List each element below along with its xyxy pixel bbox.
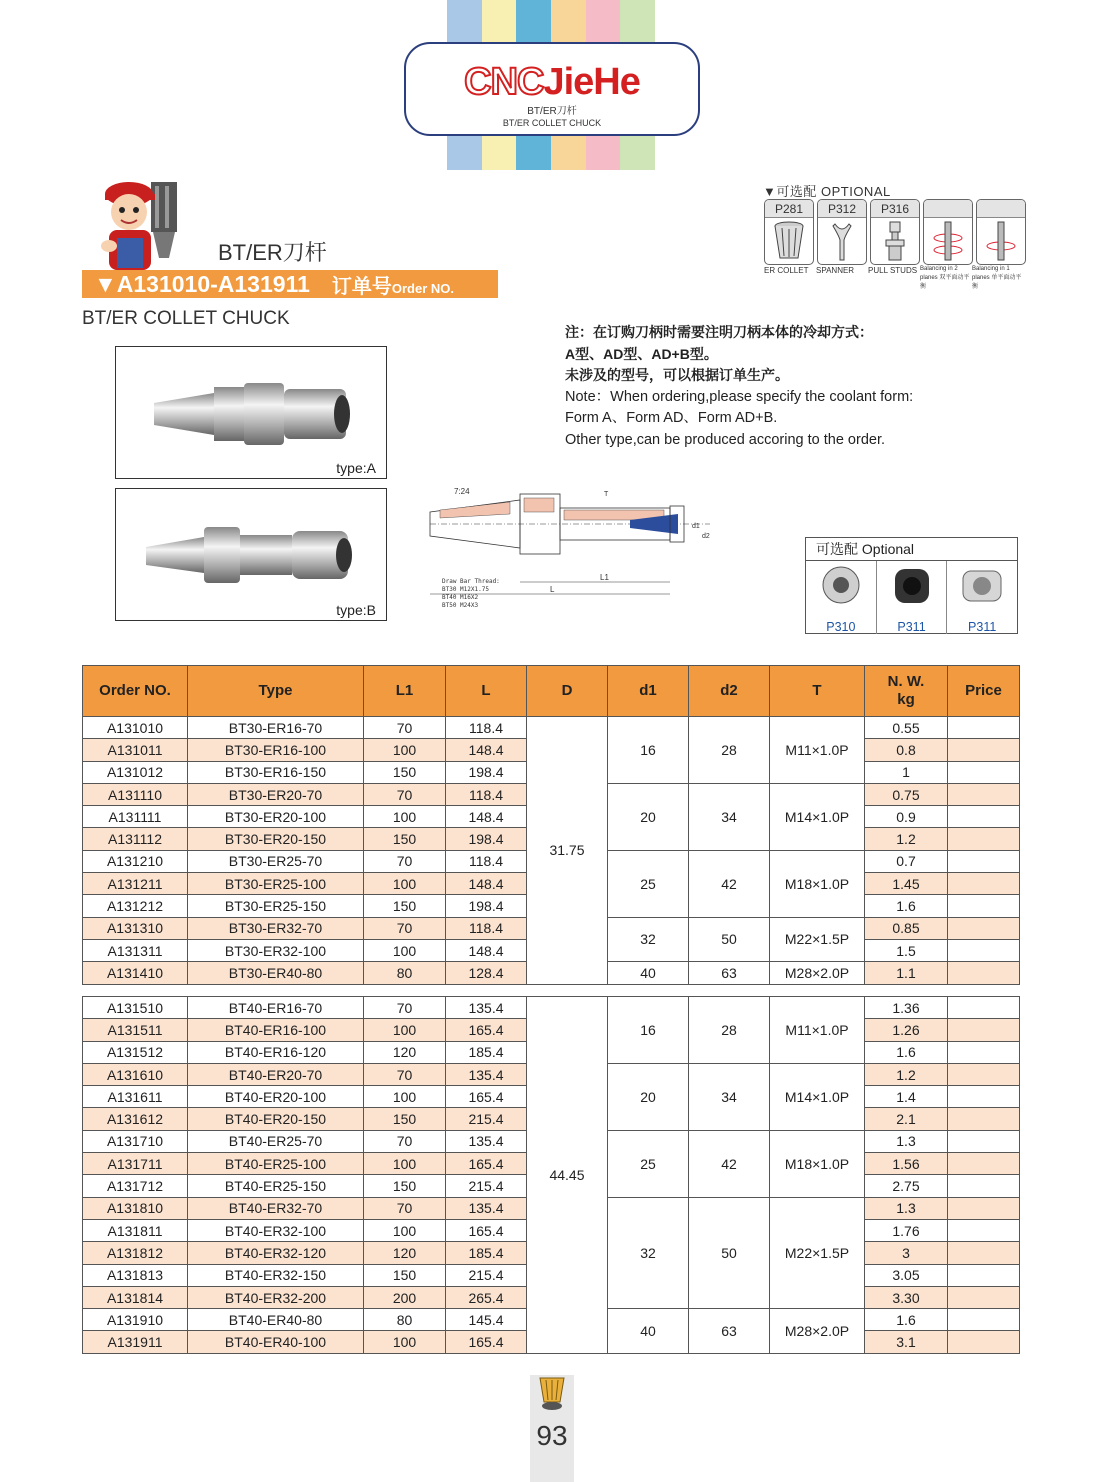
type-cell: BT40-ER16-100 — [188, 1019, 364, 1041]
l-cell: 185.4 — [446, 1041, 527, 1063]
d2-cell: 50 — [689, 1197, 770, 1308]
type-cell: BT40-ER25-70 — [188, 1130, 364, 1152]
order-number-band — [82, 270, 498, 298]
order-no-cell: A131011 — [83, 739, 188, 761]
weight-cell: 2.1 — [865, 1108, 948, 1130]
table-header-row: Order NO. Type L1 L D d1 d2 T N. W. kg Price — [83, 666, 1020, 717]
d1-cell: 25 — [608, 1130, 689, 1197]
er-nut-silver-icon — [957, 561, 1007, 613]
clamping-nut-icon — [816, 561, 866, 613]
order-no-cell: A131911 — [83, 1331, 188, 1353]
type-cell: BT30-ER25-150 — [188, 895, 364, 917]
t-cell: M18×1.0P — [770, 850, 865, 917]
price-cell — [948, 1086, 1020, 1108]
l1-cell: 70 — [364, 717, 446, 739]
l-cell: 145.4 — [446, 1309, 527, 1331]
weight-cell: 1.6 — [865, 895, 948, 917]
weight-cell: 1.5 — [865, 939, 948, 961]
optional-accessory-cards — [764, 199, 1026, 265]
brand-subtitle-en: BT/ER COLLET CHUCK — [502, 118, 602, 128]
type-cell: BT30-ER20-70 — [188, 783, 364, 805]
weight-cell: 1.36 — [865, 997, 948, 1019]
page-number: 93 — [536, 1420, 568, 1451]
order-no-cell: A131812 — [83, 1242, 188, 1264]
d2-cell: 28 — [689, 717, 770, 784]
d1-cell: 20 — [608, 783, 689, 850]
l1-cell: 150 — [364, 1175, 446, 1197]
weight-cell: 3.30 — [865, 1286, 948, 1308]
price-cell — [948, 806, 1020, 828]
order-no-cell: A131511 — [83, 1019, 188, 1041]
type-cell: BT40-ER20-100 — [188, 1086, 364, 1108]
photo-caption-a: type:A — [336, 460, 376, 476]
bt30-spec-table — [82, 665, 1020, 985]
type-cell: BT40-ER16-70 — [188, 997, 364, 1019]
order-no-cell: A131811 — [83, 1219, 188, 1241]
l1-cell: 150 — [364, 895, 446, 917]
type-cell: BT30-ER16-150 — [188, 761, 364, 783]
price-cell — [948, 939, 1020, 961]
price-cell — [948, 1130, 1020, 1152]
d1-cell: 20 — [608, 1063, 689, 1130]
price-cell — [948, 1041, 1020, 1063]
brand-logo: CNCJieHe — [464, 61, 640, 103]
price-cell — [948, 997, 1020, 1019]
l1-cell: 100 — [364, 1153, 446, 1175]
d2-cell: 63 — [689, 1309, 770, 1354]
l-cell: 118.4 — [446, 717, 527, 739]
type-cell: BT30-ER20-100 — [188, 806, 364, 828]
l-cell: 165.4 — [446, 1019, 527, 1041]
d1-cell: 25 — [608, 850, 689, 917]
d2-cell: 42 — [689, 1130, 770, 1197]
weight-cell: 1.56 — [865, 1153, 948, 1175]
type-cell: BT30-ER32-70 — [188, 917, 364, 939]
svg-text:Draw Bar Thread:: Draw Bar Thread: — [442, 578, 500, 585]
d2-cell: 42 — [689, 850, 770, 917]
d1-cell: 32 — [608, 1197, 689, 1308]
svg-text:L1: L1 — [600, 573, 609, 582]
price-cell — [948, 1019, 1020, 1041]
order-no-cell: A131212 — [83, 895, 188, 917]
price-cell — [948, 1153, 1020, 1175]
price-cell — [948, 717, 1020, 739]
l1-cell: 150 — [364, 1108, 446, 1130]
optional-captions: ER COLLET SPANNER PULL STUDS Balancing in 2 planes 双平面动平衡 Balancing in 1 planes 单平面动平衡 — [764, 266, 1022, 290]
d2-cell: 34 — [689, 1063, 770, 1130]
l-cell: 265.4 — [446, 1286, 527, 1308]
product-title-cn: BT/ER刀杆 — [218, 240, 327, 265]
price-cell — [948, 1063, 1020, 1085]
price-cell — [948, 1175, 1020, 1197]
order-no-cell: A131110 — [83, 783, 188, 805]
type-cell: BT40-ER40-80 — [188, 1309, 364, 1331]
l1-cell: 100 — [364, 1019, 446, 1041]
l-cell: 215.4 — [446, 1175, 527, 1197]
d2-cell: 34 — [689, 783, 770, 850]
type-cell: BT30-ER25-100 — [188, 873, 364, 895]
type-cell: BT30-ER40-80 — [188, 962, 364, 984]
type-cell: BT40-ER32-120 — [188, 1242, 364, 1264]
order-no-cell: A131813 — [83, 1264, 188, 1286]
table-row — [83, 717, 1020, 739]
svg-text:T: T — [604, 491, 609, 498]
order-no-cell: A131712 — [83, 1175, 188, 1197]
order-no-cell: A131810 — [83, 1197, 188, 1219]
product-title-en: BT/ER COLLET CHUCK — [82, 308, 290, 329]
d-cell: 31.75 — [527, 717, 608, 985]
weight-cell: 1.4 — [865, 1086, 948, 1108]
l1-cell: 120 — [364, 1242, 446, 1264]
d-cell: 44.45 — [527, 997, 608, 1354]
price-cell — [948, 1309, 1020, 1331]
optional-card-er-collet: P281 — [764, 199, 814, 265]
l1-cell: 70 — [364, 783, 446, 805]
l1-cell: 120 — [364, 1041, 446, 1063]
weight-cell: 1.1 — [865, 962, 948, 984]
weight-cell: 0.7 — [865, 850, 948, 872]
t-cell: M14×1.0P — [770, 783, 865, 850]
optional-nut-p310: P310 — [806, 561, 877, 634]
balancing-1-plane-icon — [984, 220, 1018, 262]
l1-cell: 100 — [364, 939, 446, 961]
order-no-cell: A131612 — [83, 1108, 188, 1130]
svg-text:L: L — [550, 585, 555, 594]
t-cell: M18×1.0P — [770, 1130, 865, 1197]
price-cell — [948, 828, 1020, 850]
type-cell: BT30-ER32-100 — [188, 939, 364, 961]
l1-cell: 70 — [364, 1130, 446, 1152]
type-cell: BT40-ER32-100 — [188, 1219, 364, 1241]
order-no-cell: A131611 — [83, 1086, 188, 1108]
weight-cell: 1.6 — [865, 1309, 948, 1331]
price-cell — [948, 850, 1020, 872]
l-cell: 185.4 — [446, 1242, 527, 1264]
table-row — [83, 997, 1020, 1019]
type-cell: BT30-ER16-70 — [188, 717, 364, 739]
price-cell — [948, 761, 1020, 783]
price-cell — [948, 783, 1020, 805]
l1-cell: 100 — [364, 873, 446, 895]
optional-nut-p311-silver: P311 — [947, 561, 1017, 634]
type-cell: BT40-ER20-70 — [188, 1063, 364, 1085]
l1-cell: 70 — [364, 917, 446, 939]
type-cell: BT40-ER32-70 — [188, 1197, 364, 1219]
optional-card-balancing-1 — [976, 199, 1026, 265]
price-cell — [948, 1264, 1020, 1286]
t-cell: M22×1.5P — [770, 917, 865, 962]
weight-cell: 3.1 — [865, 1331, 948, 1353]
type-cell: BT40-ER20-150 — [188, 1108, 364, 1130]
type-cell: BT40-ER32-150 — [188, 1264, 364, 1286]
l-cell: 135.4 — [446, 1063, 527, 1085]
optional-nuts-panel — [805, 537, 1018, 634]
d2-cell: 50 — [689, 917, 770, 962]
order-no-cell: A131010 — [83, 717, 188, 739]
order-no-cell: A131311 — [83, 939, 188, 961]
l1-cell: 100 — [364, 1086, 446, 1108]
er-nut-black-icon — [887, 561, 937, 613]
type-cell: BT40-ER25-150 — [188, 1175, 364, 1197]
l1-cell: 80 — [364, 1309, 446, 1331]
order-no-cell: A131910 — [83, 1309, 188, 1331]
weight-cell: 0.9 — [865, 806, 948, 828]
optional-nuts-header: 可选配 Optional — [806, 538, 1017, 561]
l1-cell: 70 — [364, 1063, 446, 1085]
svg-text:BT30 M12X1.75: BT30 M12X1.75 — [442, 586, 489, 593]
order-no-cell: A131111 — [83, 806, 188, 828]
d2-cell: 28 — [689, 997, 770, 1064]
d1-cell: 16 — [608, 717, 689, 784]
weight-cell: 3.05 — [865, 1264, 948, 1286]
l-cell: 198.4 — [446, 828, 527, 850]
d1-cell: 40 — [608, 1309, 689, 1354]
svg-text:BT40 M16X2: BT40 M16X2 — [442, 594, 479, 601]
l1-cell: 150 — [364, 828, 446, 850]
l1-cell: 100 — [364, 1331, 446, 1353]
photo-caption-b: type:B — [336, 602, 376, 618]
l1-cell: 150 — [364, 1264, 446, 1286]
l1-cell: 80 — [364, 962, 446, 984]
brand-logo-box — [404, 42, 700, 136]
order-note: 注：在订购刀柄时需要注明刀柄本体的冷却方式： A型、AD型、AD+B型。 未涉及的型号，可以根据订单生产。 Note：When ordering,please specify the coolant form: Form A、Form AD、Form AD+B. Other type,can be produced accoring to the order. — [565, 324, 914, 448]
technical-drawing — [420, 480, 720, 620]
l1-cell: 70 — [364, 997, 446, 1019]
price-cell — [948, 1197, 1020, 1219]
price-cell — [948, 962, 1020, 984]
t-cell: M11×1.0P — [770, 997, 865, 1064]
svg-text:d2: d2 — [702, 533, 710, 540]
order-label: 订单号Order NO. — [331, 275, 454, 298]
mascot-icon — [95, 176, 195, 276]
weight-cell: 1.6 — [865, 1041, 948, 1063]
l-cell: 118.4 — [446, 783, 527, 805]
price-cell — [948, 1286, 1020, 1308]
l-cell: 148.4 — [446, 739, 527, 761]
weight-cell: 1.2 — [865, 1063, 948, 1085]
weight-cell: 0.55 — [865, 717, 948, 739]
l-cell: 148.4 — [446, 939, 527, 961]
optional-nut-p311-black: P311 — [877, 561, 948, 634]
product-photo-type-a — [115, 346, 387, 479]
svg-text:d1: d1 — [692, 523, 700, 530]
l-cell: 215.4 — [446, 1264, 527, 1286]
order-no-cell: A131410 — [83, 962, 188, 984]
order-range: ▼A131010-A131911 — [94, 270, 310, 297]
weight-cell: 1.45 — [865, 873, 948, 895]
l1-cell: 70 — [364, 850, 446, 872]
type-cell: BT40-ER32-200 — [188, 1286, 364, 1308]
product-photo-type-b — [115, 488, 387, 621]
l-cell: 118.4 — [446, 850, 527, 872]
l1-cell: 70 — [364, 1197, 446, 1219]
l-cell: 165.4 — [446, 1219, 527, 1241]
l1-cell: 200 — [364, 1286, 446, 1308]
order-no-cell: A131310 — [83, 917, 188, 939]
price-cell — [948, 1242, 1020, 1264]
weight-cell: 1.76 — [865, 1219, 948, 1241]
price-cell — [948, 1331, 1020, 1353]
l-cell: 198.4 — [446, 895, 527, 917]
order-no-cell: A131210 — [83, 850, 188, 872]
svg-text:7:24: 7:24 — [454, 487, 470, 496]
weight-cell: 0.75 — [865, 783, 948, 805]
type-cell: BT40-ER16-120 — [188, 1041, 364, 1063]
order-no-cell: A131710 — [83, 1130, 188, 1152]
type-cell: BT30-ER20-150 — [188, 828, 364, 850]
type-cell: BT40-ER25-100 — [188, 1153, 364, 1175]
weight-cell: 1.3 — [865, 1197, 948, 1219]
t-cell: M14×1.0P — [770, 1063, 865, 1130]
l-cell: 165.4 — [446, 1331, 527, 1353]
price-cell — [948, 1219, 1020, 1241]
mascot-small-icon — [536, 1376, 568, 1412]
brand-subtitle-cn: BT/ER刀杆 — [527, 106, 577, 117]
optional-card-balancing-2 — [923, 199, 973, 265]
balancing-2-planes-icon — [931, 220, 965, 262]
l-cell: 165.4 — [446, 1153, 527, 1175]
order-no-cell: A131211 — [83, 873, 188, 895]
l-cell: 215.4 — [446, 1108, 527, 1130]
t-cell: M11×1.0P — [770, 717, 865, 784]
svg-text:BT50 M24X3: BT50 M24X3 — [442, 602, 479, 609]
l1-cell: 150 — [364, 761, 446, 783]
order-no-cell: A131512 — [83, 1041, 188, 1063]
order-no-cell: A131112 — [83, 828, 188, 850]
price-cell — [948, 1108, 1020, 1130]
type-cell: BT30-ER16-100 — [188, 739, 364, 761]
spanner-icon — [825, 220, 859, 262]
weight-cell: 0.8 — [865, 739, 948, 761]
l-cell: 148.4 — [446, 806, 527, 828]
price-cell — [948, 739, 1020, 761]
type-cell: BT30-ER25-70 — [188, 850, 364, 872]
weight-cell: 1.26 — [865, 1019, 948, 1041]
pull-stud-icon — [878, 220, 912, 262]
weight-cell: 2.75 — [865, 1175, 948, 1197]
l-cell: 165.4 — [446, 1086, 527, 1108]
type-cell: BT40-ER40-100 — [188, 1331, 364, 1353]
d1-cell: 32 — [608, 917, 689, 962]
weight-cell: 1.2 — [865, 828, 948, 850]
weight-cell: 1 — [865, 761, 948, 783]
order-no-cell: A131814 — [83, 1286, 188, 1308]
t-cell: M28×2.0P — [770, 1309, 865, 1354]
l1-cell: 100 — [364, 739, 446, 761]
l-cell: 135.4 — [446, 997, 527, 1019]
order-no-cell: A131711 — [83, 1153, 188, 1175]
order-no-cell: A131510 — [83, 997, 188, 1019]
l-cell: 135.4 — [446, 1197, 527, 1219]
weight-cell: 1.3 — [865, 1130, 948, 1152]
t-cell: M28×2.0P — [770, 962, 865, 984]
price-cell — [948, 873, 1020, 895]
optional-label: ▼可选配 OPTIONAL — [763, 184, 891, 199]
optional-card-pull-stud: P316 — [870, 199, 920, 265]
l-cell: 198.4 — [446, 761, 527, 783]
l1-cell: 100 — [364, 806, 446, 828]
price-cell — [948, 895, 1020, 917]
weight-cell: 3 — [865, 1242, 948, 1264]
weight-cell: 0.85 — [865, 917, 948, 939]
d1-cell: 40 — [608, 962, 689, 984]
order-no-cell: A131610 — [83, 1063, 188, 1085]
t-cell: M22×1.5P — [770, 1197, 865, 1308]
l-cell: 148.4 — [446, 873, 527, 895]
er-collet-icon — [772, 220, 806, 262]
order-no-cell: A131012 — [83, 761, 188, 783]
d2-cell: 63 — [689, 962, 770, 984]
optional-card-spanner: P312 — [817, 199, 867, 265]
l-cell: 128.4 — [446, 962, 527, 984]
l-cell: 135.4 — [446, 1130, 527, 1152]
price-cell — [948, 917, 1020, 939]
d1-cell: 16 — [608, 997, 689, 1064]
l-cell: 118.4 — [446, 917, 527, 939]
l1-cell: 100 — [364, 1219, 446, 1241]
bt40-spec-table — [82, 996, 1020, 1354]
